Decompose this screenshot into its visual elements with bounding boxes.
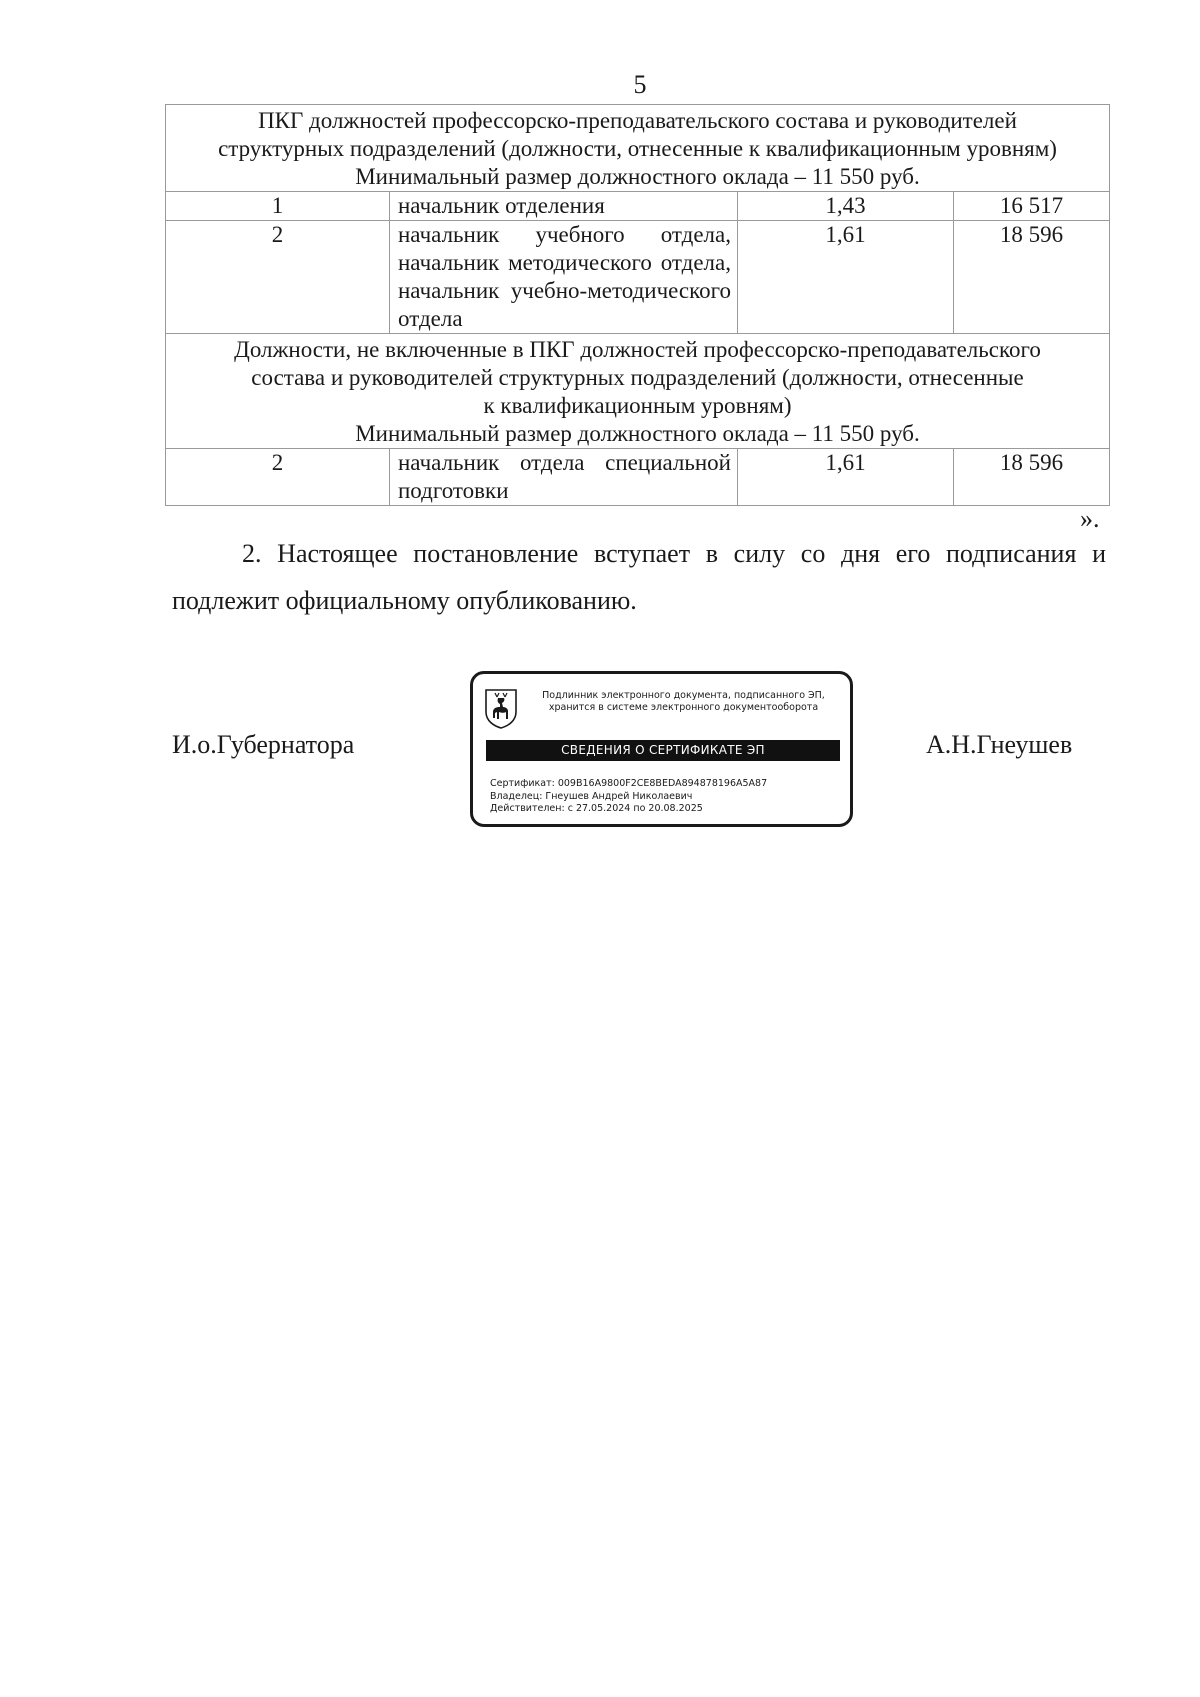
certificate-number: Сертификат: 009B16A9800F2CE8BEDA894878196A5A87 (490, 778, 768, 789)
table-row (166, 221, 1110, 334)
group-header-row (166, 105, 1110, 192)
qualification-level: 2 (166, 221, 390, 334)
closing-quote: ». (1080, 504, 1100, 533)
coat-of-arms-icon (484, 688, 518, 730)
group-title-line: ПКГ должностей профессорско-преподавательского состава и руководителей (258, 108, 1017, 133)
effective-date-paragraph: 2. Настоящее постановление вступает в силу со дня его подписания и подлежит официальному опубликованию. (172, 539, 1106, 615)
salary: 18 596 (954, 449, 1110, 506)
position-name: начальник отделения (390, 192, 738, 221)
position-name: начальник отдела специальной подготовки (390, 449, 738, 506)
certificate-details (490, 778, 840, 816)
group-title-line: структурных подразделений (должности, отнесенные к квалификационным уровням) (218, 136, 1057, 161)
certificate-owner: Владелец: Гнеушев Андрей Николаевич (490, 790, 693, 802)
group-title-line: Минимальный размер должностного оклада – 11 550 руб. (355, 421, 920, 446)
group-title-line: к квалификационным уровням) (483, 393, 792, 418)
group-title (166, 334, 1110, 449)
page-number: 5 (633, 70, 647, 99)
signer-name: А.Н.Гнеушев (926, 730, 1073, 759)
group-title (166, 105, 1110, 192)
certificate-info-bar: СВЕДЕНИЯ О СЕРТИФИКАТЕ ЭП (486, 740, 840, 761)
qualification-level: 1 (166, 192, 390, 221)
coefficient: 1,61 (738, 449, 954, 506)
table-row (166, 192, 1110, 221)
salary: 16 517 (954, 192, 1110, 221)
coefficient: 1,43 (738, 192, 954, 221)
group-title-line: Должности, не включенные в ПКГ должностей профессорско-преподавательского (234, 337, 1041, 362)
group-header-row (166, 334, 1110, 449)
electronic-signature-stamp (470, 671, 853, 827)
qualification-level: 2 (166, 449, 390, 506)
stamp-header (521, 690, 846, 714)
salary: 18 596 (954, 221, 1110, 334)
group-title-line: Минимальный размер должностного оклада – 11 550 руб. (355, 164, 920, 189)
group-title-line: состава и руководителей структурных подразделений (должности, отнесенные (251, 365, 1024, 390)
coefficient: 1,61 (738, 221, 954, 334)
table-row (166, 449, 1110, 506)
stamp-header-line: хранится в системе электронного документооборота (548, 702, 819, 713)
salary-table (165, 104, 1110, 506)
certificate-validity: Действителен: с 27.05.2024 по 20.08.2025 (490, 803, 703, 814)
signer-title: И.о.Губернатора (172, 730, 355, 759)
stamp-header-line: Подлинник электронного документа, подписанного ЭП, (542, 690, 825, 701)
position-name: начальник учебного отдела, начальник методического отдела, начальник учебно-методического отдела (390, 221, 738, 334)
